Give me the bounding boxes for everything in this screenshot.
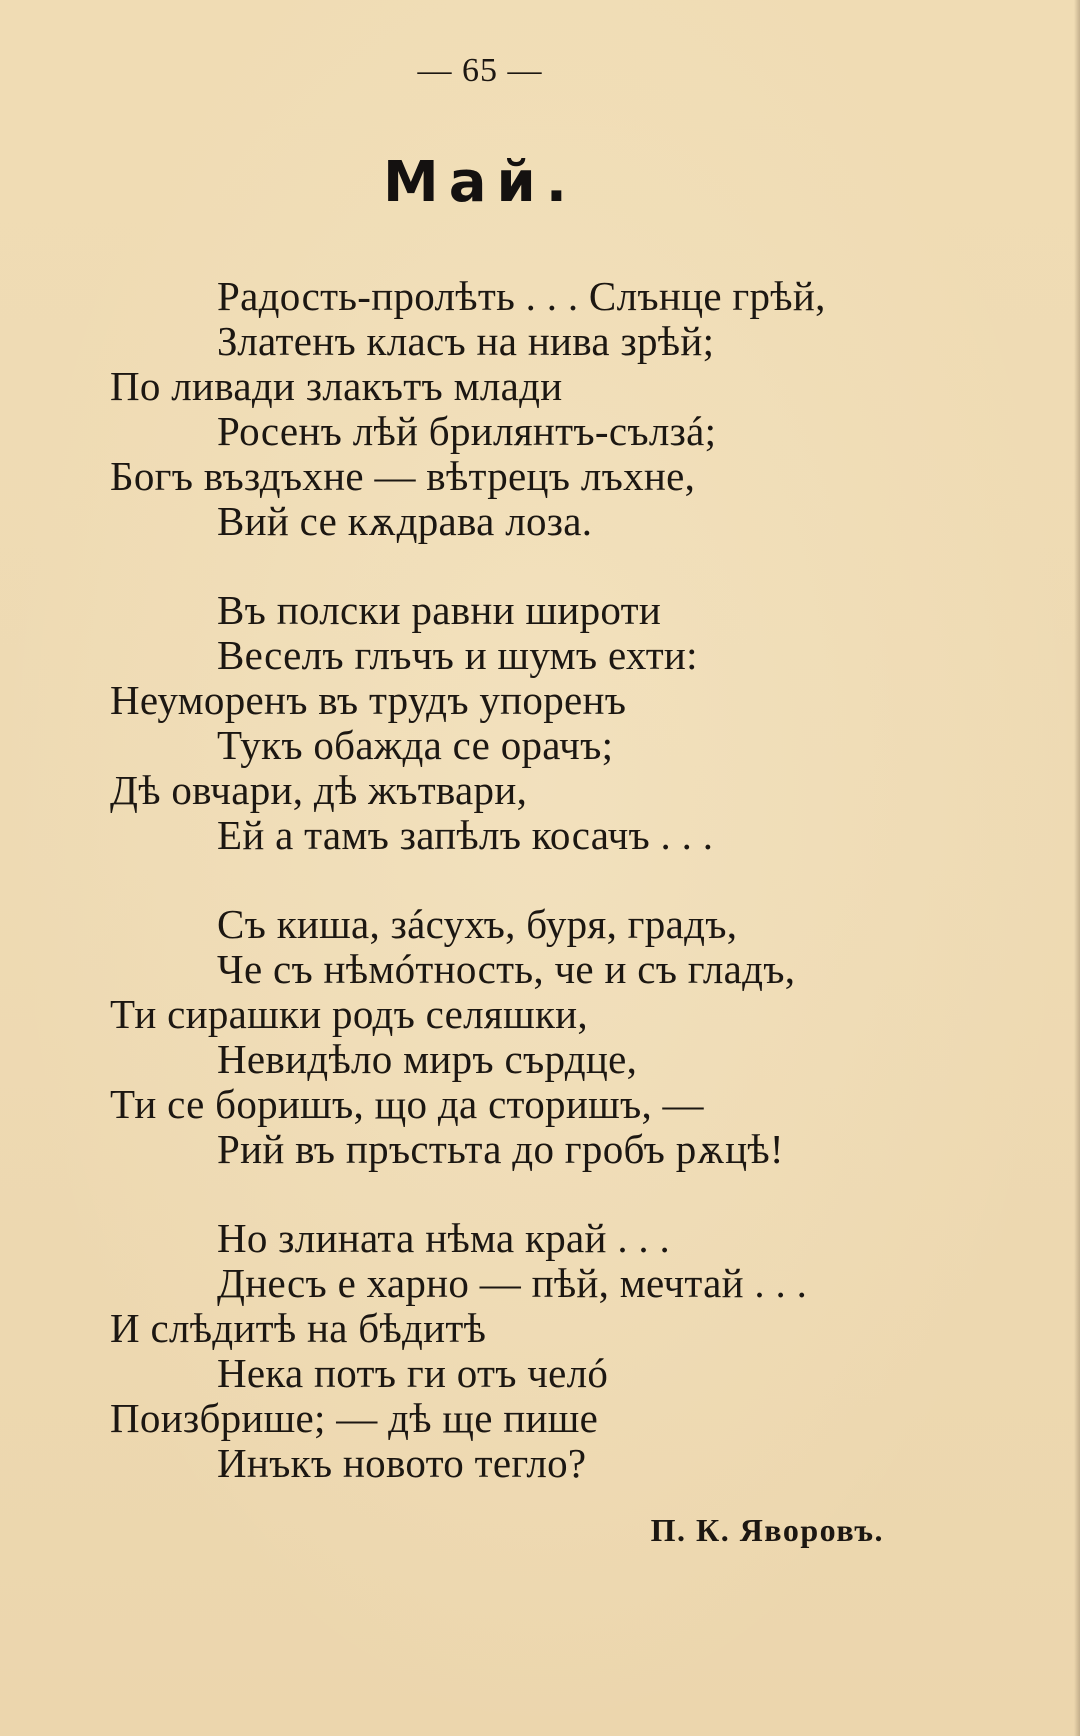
poem-line: Нека потъ ги отъ челó — [217, 1350, 609, 1396]
page-edge-shadow — [1074, 0, 1080, 1736]
poem-line: Ти се боришъ, що да сторишъ, — — [110, 1081, 704, 1127]
poem-line: Неуморенъ въ трудъ упоренъ — [110, 677, 627, 723]
poem-line: Че съ нѣмóтность, че и съ гладъ, — [217, 946, 796, 992]
poem-line: Инъкъ новото тегло? — [217, 1440, 587, 1486]
poem-line: Рий въ пръстьта до гробъ рѫцѣ! — [217, 1126, 784, 1172]
stanza — [110, 274, 970, 544]
poem-line: Радость-пролѣть . . . Слънце грѣй, — [217, 273, 826, 319]
poem-line: Съ киша, зáсухъ, буря, градъ, — [217, 901, 738, 947]
poem-line: Росенъ лѣй брилянтъ-сълзá; — [217, 408, 717, 454]
poem-line: Невидѣло миръ сърдце, — [217, 1036, 638, 1082]
poem-line: Богъ въздъхне — вѣтрецъ лъхне, — [110, 453, 696, 499]
poem-line: Веселъ глъчъ и шумъ ехти: — [217, 632, 698, 678]
poem-line: И слѣдитѣ на бѣдитѣ — [110, 1305, 487, 1351]
poem-line: По ливади злакътъ млади — [110, 363, 563, 409]
stanza — [110, 588, 970, 858]
poem-line: Ей а тамъ запѣлъ косачъ . . . — [217, 812, 714, 858]
poem-line: Въ полски равни широти — [217, 587, 662, 633]
page-number: — 65 — — [417, 52, 543, 89]
poem-line: Златенъ класъ на нива зрѣй; — [217, 318, 715, 364]
poem-body — [110, 274, 970, 1530]
stanza — [110, 902, 970, 1172]
poem-line: Но злината нѣма край . . . — [217, 1215, 671, 1261]
author-signature: П. К. Яворовъ. — [650, 1512, 884, 1548]
poem-line: Тукъ обажда се орачъ; — [217, 722, 614, 768]
poem-line: Вий се кѫдрава лоза. — [217, 498, 593, 544]
poem-line: Ти сирашки родъ селяшки, — [110, 991, 588, 1037]
poem-line: Поизбрише; — дѣ ще пише — [110, 1395, 599, 1441]
poem-line: Днесъ е харно — пѣй, мечтай . . . — [217, 1260, 808, 1306]
stanza — [110, 1216, 970, 1486]
poem-line: Дѣ овчари, дѣ жътвари, — [110, 767, 528, 813]
poem-title: Май. — [382, 150, 578, 215]
